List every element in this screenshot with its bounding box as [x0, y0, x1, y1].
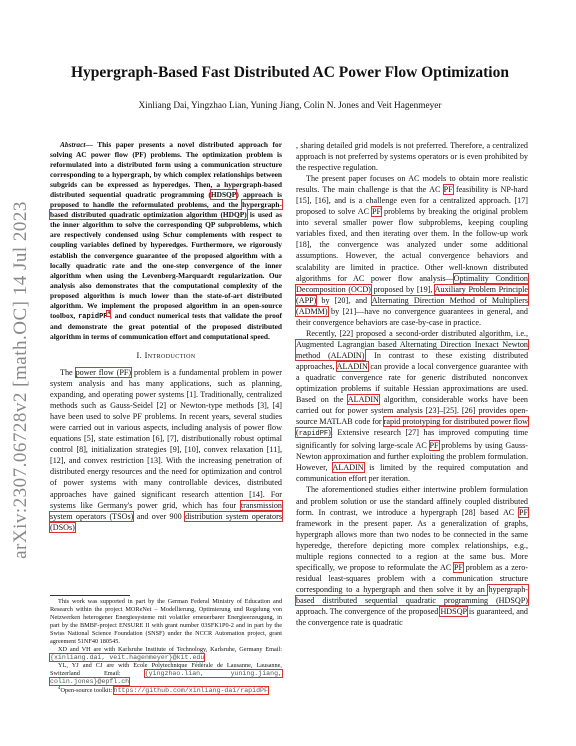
body-text: . Extensive research [27] has improved computing time significantly for solving large-scale AC — [296, 428, 528, 451]
acronym-link-aladin[interactable]: ALADIN — [347, 395, 379, 405]
footnote-kit — [50, 646, 282, 662]
acronym-link-pf[interactable]: PF — [443, 185, 453, 195]
abstract-label: Abstract — [60, 140, 86, 149]
body-text: . In contrast to these existing distributed approaches, — [296, 350, 529, 371]
author-list: Xinliang Dai, Yingzhao Lian, Yuning Jiang, Colin N. Jones and Veit Hagenmeyer — [138, 101, 442, 111]
body-text: framework in the present paper. As a generalization of graphs, hypergraph allows more than two nodes to be connected in the same hyperedge, therefore depicting more complex relationships, e.g., multiple regions connected to a region at the same bus. More specifically, we propose to reformulate the AC — [296, 518, 528, 572]
acronym-link-hdqp[interactable]: hypergraph-based distributed quadratic optimization algorithm (HDQP) — [50, 200, 282, 220]
link-text: rapid prototyping for distributed power flow ( — [296, 417, 528, 438]
footnote-link[interactable]: 4 — [107, 311, 110, 317]
acronym-link-ocd[interactable]: Optimality Condition Decomposition (OCD) — [296, 273, 528, 294]
acronym-link-tso[interactable]: transmission system operators (TSOs) — [50, 500, 282, 521]
acronym-link-hdsqp[interactable]: HDSQP — [440, 606, 467, 616]
body-text: proposed by [19], — [370, 284, 435, 294]
footnote-text: YL, YJ and CJ are with École Polytechnique Fédérale de Lausanne, Lausanne, Switzerland Email: — [50, 662, 282, 678]
body-text: problem is a fundamental problem in power system analysis and has many applications, such as planning, expanding, and operating power systems [1]. Traditionally, centralized methods such as Gauss-Seidel [2] or Newton-type methods [3], [4] have been used to solve PF problems. In recent years, several studies were carried out in various aspects, including analysis of power flow equations [5], state estimation [6], [7], distributionally robust optimal control [8], initialization strategies [9], [10], convex relaxation [11], [12], and convex restriction [13]. With the increasing penetration of distributed energy resources and the need for optimization and control of power systems with many controllable devices, distributed approaches have gained significant research attention [14]. For systems like Germany's power grid, which has four — [50, 367, 282, 510]
abstract-text: is used as the inner algorithm to solve the corresponding QP subproblems, which are respectively condensed using Schur complements with respect to coupling variables defined by hyperedges. Furthermore, we rigorously establish the convergence guarantee of the proposed algorithm with a locally quadratic rate and the one-step convergence of the inner algorithm when using the Levenberg-Marquardt regularization. Our analysis also demonstrates that the computational complexity of the proposed algorithm is much lower than the state-of-art distributed algorithm. We implement the proposed algorithm in an open-source toolbox, — [50, 210, 283, 320]
intro-paragraph-3 — [296, 328, 528, 485]
footnote-text: Open-source toolkit: — [60, 686, 114, 694]
acronym-link-hdsqp[interactable]: HDSQP — [210, 190, 237, 200]
intro-paragraph-4 — [296, 484, 528, 628]
section-heading-introduction: I. Introduction — [136, 350, 196, 360]
arxiv-identifier-text: arXiv:2307.06728v2 [math.OC] 14 Jul 2023 — [10, 201, 31, 559]
body-text: problems by breaking the original problem into several smaller power flow subproblems, keeping coupling variables fixed, and then iterating over them. In the follow-up work [18], the convergence was analyzed under some additional assumptions. However, the actual convergence behaviors and scalability are limited in practice. Other well-known distributed algorithms for AC power flow analysis— — [296, 207, 528, 283]
email-link-epfl[interactable]: {yingzhao.lian, yuning.jiang, colin.jones}@epfl.ch — [50, 670, 283, 686]
intro-paragraph-1 — [50, 367, 282, 533]
body-text: algorithm, considerable works have been carried out for power system analysis [23]–[25]. [26] provides open-source MATLAB code for — [296, 395, 528, 427]
acronym-link-pf[interactable]: PF — [518, 507, 528, 517]
body-text: problem as a zero-residual least-squares problem with a communication structure corresponding to a hypergraph and then solve it by an — [296, 562, 528, 594]
footnotes — [50, 595, 282, 695]
abstract — [50, 140, 282, 342]
acronym-link-aladin[interactable]: ALADIN — [332, 463, 364, 473]
acronym-link-pf[interactable]: power flow (PF) — [75, 367, 132, 377]
body-text: and over 900 — [133, 511, 186, 521]
email-link-kit[interactable]: {xinliang.dai, veit.hagenmeyer}@kit.edu — [50, 654, 205, 662]
acronym-link-aladin[interactable]: Augmented Lagrangian based Alternating Direction Inexact Newton method (ALADIN) — [296, 339, 528, 360]
footnote-text: XD and VH are with Karlsruhe Institute of Technology, Karlsruhe, Germany Email: — [58, 646, 282, 654]
acronym-link-app[interactable]: Auxiliary Problem Principle (APP) — [296, 284, 528, 305]
body-text: feasibility is NP-hard [15], [16], and is a challenge even for a centralized approach. [17] proposed to solve AC — [296, 185, 528, 217]
footnote-rule — [50, 595, 130, 596]
body-text: The — [60, 367, 76, 377]
footnote-epfl — [50, 662, 282, 686]
left-column — [50, 140, 282, 533]
intro-paragraph-2 — [296, 173, 528, 328]
abstract-text: — This paper presents a novel distributed approach for solving AC power flow (PF) problems. The optimization problem is reformulated into a distributed form using a communication structure corresponding to a hypergraph, by which complex relationships between subgrids can be expressed as hyperedges. Then, a hypergraph-based distributed sequential quadratic programming ( — [50, 140, 282, 200]
body-text: can provide a local convergence guarantee with a quadratic convergence rate for generic distributed nonconvex optimization problems if suitable Hessian approximations are used. Based on the — [296, 361, 528, 405]
body-text: approach. The convergence of the proposed — [296, 606, 441, 616]
url-link-github[interactable]: https://github.com/xinliang-dai/rapidPF — [113, 686, 268, 694]
body-text: problems by using Gauss-Newton approximation and further exploiting the problem formulation. However, — [296, 441, 528, 473]
acronym-link-hdsqp[interactable]: hypergraph-based distributed sequential quadratic programming (HDSQP) — [296, 584, 528, 605]
acronym-link-admm[interactable]: Alternating Direction Method of Multipliers (ADMM) — [296, 295, 528, 316]
acronym-link-pf[interactable]: PF — [429, 441, 439, 451]
body-text: by [21]—have no convergence guarantees in general, and their convergence behaviors are case-by-case in practice. — [296, 306, 528, 327]
acronym-link-dso[interactable]: distribution system operators (DSOs) — [50, 511, 282, 532]
acronym-link-aladin[interactable]: ALADIN — [336, 361, 368, 371]
arxiv-identifier — [6, 190, 36, 570]
toolbox-name: rapidPF — [78, 312, 108, 321]
body-text: The present paper focuses on AC models to obtain more realistic results. The main challenge is that the AC — [296, 174, 528, 195]
paper-title: Hypergraph-Based Fast Distributed AC Power Flow Optimization — [70, 64, 509, 81]
body-text: by [20], and — [316, 295, 372, 305]
body-text: is guaranteed, and the convergence rate is quadratic — [296, 606, 528, 628]
toolbox-name: rapidPF — [298, 430, 329, 439]
acronym-link-pf[interactable]: PF — [372, 207, 382, 217]
abstract-text: ) approach is proposed to handle the reformulated problems, and the — [50, 190, 282, 210]
acronym-link-pf[interactable]: PF — [454, 562, 464, 572]
footnote-toolkit: $^4$Open-source toolkit: https://github.com/xinliang-dai/rapidPF — [58, 685, 268, 694]
link-text: ) — [328, 428, 331, 438]
intro-paragraph-1-cont — [296, 140, 528, 173]
right-column — [296, 140, 528, 628]
body-text: The aforementioned studies either intertwine problem formulation and problem solution or use the standard affinely coupled distributed form. In contrast, we introduce a hypergraph [28] based AC — [296, 485, 528, 517]
abstract-text: , and conduct numerical tests that validate the proof and demonstrate the great potential of the proposed distributed algorithm in terms of communication effort and computational speed. — [50, 310, 282, 341]
footnote-funding: This work was supported in part by the German Federal Ministry of Education and Research within the project MOReNet – Modellierung, Optimierung und Regelung von Netzwerken heterogener Energiesysteme mit volatiler erneuerbarer Energieerzeugung, in part by the BMBF-project ENSURE II with grant number 03SFK1P0-2 and in part by the Swiss National Science Foundation (SNSF) under the NCCR Automation project, grant agreement 51NF40 180545. — [50, 598, 282, 646]
body-text: Recently, [22] proposed a second-order distributed algorithm, i.e., — [306, 328, 528, 338]
body-text: is limited by the required computation and communication effort per iteration. — [296, 463, 528, 484]
body-text: , sharing detailed grid models is not preferred. Therefore, a centralized approach is not preferred by systems operators or is even prohibited by the respective regulation. — [296, 141, 528, 173]
